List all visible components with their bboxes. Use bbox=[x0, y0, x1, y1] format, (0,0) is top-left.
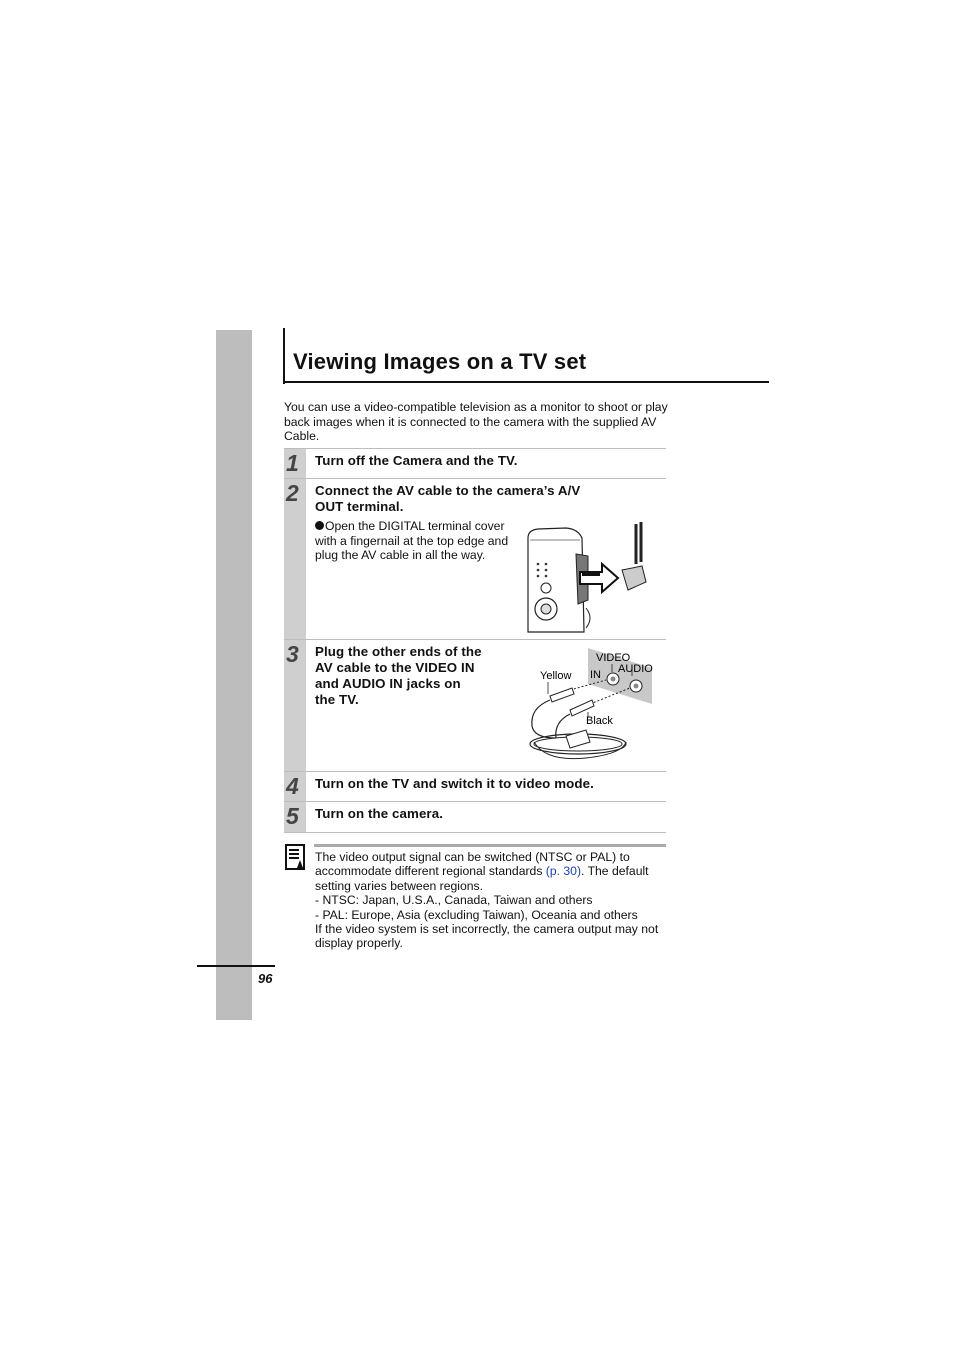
step-heading-line: Connect the AV cable to the camera’s A/V bbox=[315, 483, 581, 498]
step-1 bbox=[284, 448, 666, 479]
step-bullet bbox=[315, 519, 520, 563]
note-closing: If the video system is set incorrectly, the camera output may not display properly. bbox=[315, 922, 659, 951]
page-title: Viewing Images on a TV set bbox=[293, 349, 587, 374]
step-heading bbox=[315, 644, 482, 708]
step-number: 3 bbox=[286, 641, 299, 667]
note-text-b: . The default setting varies between regions. bbox=[315, 864, 649, 893]
note-text-a: The video output signal can be switched (NTSC or PAL) to accommodate different regional standards bbox=[315, 850, 630, 879]
page-number: 96 bbox=[258, 971, 273, 986]
note-paragraph bbox=[315, 850, 667, 893]
title-vertical-rule bbox=[283, 328, 285, 384]
label-audio: AUDIO bbox=[618, 663, 653, 675]
step-heading-line: Plug the other ends of the bbox=[315, 644, 482, 659]
note-list-item: - NTSC: Japan, U.S.A., Canada, Taiwan and others bbox=[315, 893, 593, 908]
label-yellow: Yellow bbox=[540, 670, 572, 682]
note-text bbox=[315, 850, 667, 951]
note-icon bbox=[285, 844, 305, 870]
step-number: 4 bbox=[286, 773, 299, 799]
label-black: Black bbox=[586, 715, 613, 727]
step-heading-line: and AUDIO IN jacks on bbox=[315, 676, 461, 691]
title-underline bbox=[283, 381, 769, 383]
step-heading bbox=[315, 483, 580, 515]
tv-av-cable-illustration bbox=[526, 646, 656, 770]
step-heading: Turn on the camera. bbox=[315, 806, 443, 821]
label-video: VIDEO bbox=[596, 652, 631, 664]
step-number: 2 bbox=[286, 480, 299, 506]
step-heading-line: OUT terminal. bbox=[315, 499, 404, 514]
step-bullet-text: Open the DIGITAL terminal cover with a fingernail at the top edge and plug the AV cable in all the way. bbox=[315, 519, 509, 562]
step-number: 5 bbox=[286, 803, 299, 829]
step-heading-line: AV cable to the VIDEO IN bbox=[315, 660, 475, 675]
chapter-sidebar-tab bbox=[216, 330, 252, 1020]
note-top-bar bbox=[314, 844, 666, 847]
step-number: 1 bbox=[286, 450, 299, 476]
label-in: IN bbox=[590, 669, 601, 681]
step-5 bbox=[284, 801, 666, 833]
camera-av-terminal-illustration bbox=[526, 520, 652, 634]
step-heading: Turn off the Camera and the TV. bbox=[315, 453, 518, 468]
bullet-icon bbox=[315, 521, 324, 530]
step-heading: Turn on the TV and switch it to video mode. bbox=[315, 776, 594, 791]
step-4 bbox=[284, 771, 666, 802]
steps-bottom-rule bbox=[284, 832, 666, 833]
note-list-item: - PAL: Europe, Asia (excluding Taiwan), Oceania and others bbox=[315, 907, 638, 922]
step-heading-line: the TV. bbox=[315, 692, 359, 707]
page-30-link[interactable]: (p. 30) bbox=[545, 864, 582, 879]
intro-paragraph: You can use a video-compatible television as a monitor to shoot or play back images when it is connected to the camera with the supplied AV Cable. bbox=[284, 400, 668, 443]
page-number-rule bbox=[197, 965, 275, 967]
